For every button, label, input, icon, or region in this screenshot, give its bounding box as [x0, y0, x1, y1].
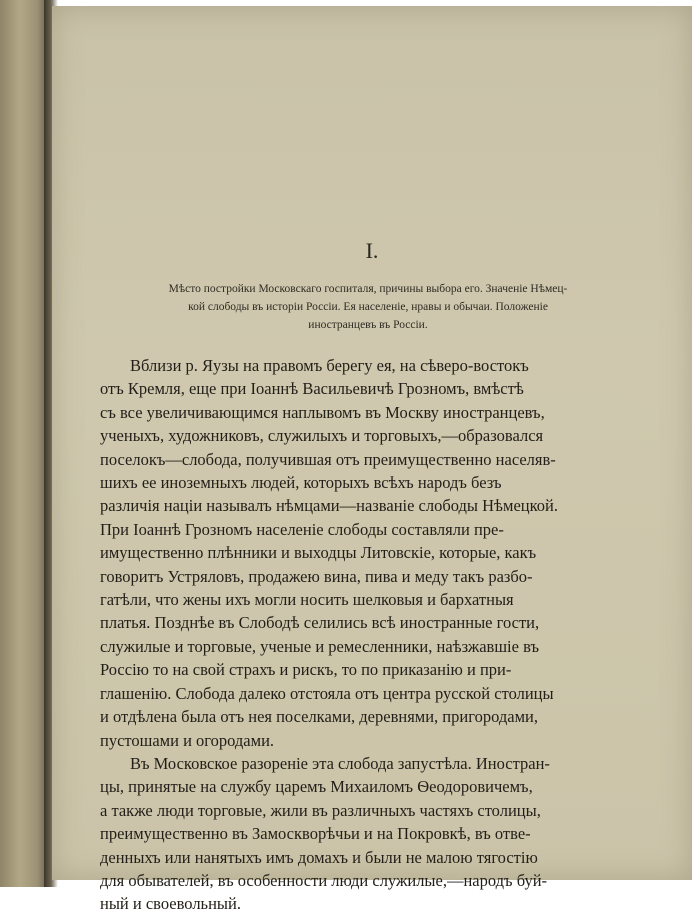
text-line: для обывателей, въ особенности люди служилые,—народъ буй- — [100, 870, 548, 890]
text-line: отъ Кремля, еще при Іоаннѣ Васильевичѣ Грозномъ, вмѣстѣ — [100, 379, 524, 399]
chapter-summary — [118, 280, 618, 334]
text-line: Въ Московское разореніе эта слобода запустѣла. Иностран- — [130, 753, 550, 773]
text-line: шихъ ее иноземныхъ людей, которыхъ всѣхъ народъ безъ — [100, 473, 502, 493]
text-line: При Іоаннѣ Грозномъ населеніе слободы составляли пре- — [100, 519, 504, 539]
text-line: поселокъ—слобода, получившая отъ преимущественно населяв- — [100, 449, 556, 469]
body-text — [100, 354, 648, 916]
text-line: ный и своевольный. — [100, 894, 241, 914]
summary-line: иностранцевъ въ Россіи. — [308, 319, 428, 331]
text-line: съ все увеличивающимся наплывомъ въ Москву иностранцевъ, — [100, 402, 545, 422]
text-line: Вблизи р. Яузы на правомъ берегу ея, на сѣверо-востокъ — [130, 356, 529, 375]
summary-line: Мѣсто постройки Московскаго госпиталя, причины выбора его. Значеніе Нѣмец- — [168, 283, 568, 295]
text-line: денныхъ или нанятыхъ имъ домахъ и были не малою тягостію — [100, 847, 538, 867]
text-line: глашенію. Слобода далеко отстояла отъ центра русской столицы — [100, 683, 554, 703]
text-line: и отдѣлена была отъ нея поселками, деревнями, пригородами, — [100, 707, 538, 727]
text-line: платья. Позднѣе въ Слободѣ селились всѣ иностранные гости, — [100, 613, 540, 633]
text-line: служилые и торговые, ученые и ремесленники, наѣзжавшіе въ — [100, 636, 539, 656]
text-line: а также люди торговые, жили въ различныхъ частяхъ столицы, — [100, 800, 541, 820]
text-line: различія націи называлъ нѣмцами—названіе слободы Нѣмецкой. — [100, 496, 558, 516]
text-line: цы, принятые на службу царемъ Михаиломъ Ѳеодоровичемъ, — [100, 777, 533, 797]
text-line: имущественно плѣнники и выходцы Литовскіе, которые, какъ — [100, 543, 537, 563]
text-line: пустошами и огородами. — [100, 730, 275, 750]
text-line: преимущественно въ Замоскворѣчьи и на Покровкѣ, въ отве- — [100, 824, 531, 844]
text-line: Россію то на свой страхъ и рискъ, то по приказанію и при- — [100, 660, 512, 680]
text-line: ученыхъ, художниковъ, служилыхъ и торговыхъ,—образовался — [100, 426, 544, 446]
chapter-number: I. — [365, 238, 379, 263]
summary-line: кой слободы въ исторіи Россіи. Ея населеніе, нравы и обычаи. Положеніе — [188, 301, 548, 313]
left-page-edge — [0, 0, 50, 887]
page — [52, 6, 692, 914]
text-line: говоритъ Устряловъ, продажею вина, пива и меду такъ разбо- — [100, 566, 533, 586]
text-line: гатѣли, что жены ихъ могли носить шелковыя и бархатныя — [100, 590, 514, 610]
